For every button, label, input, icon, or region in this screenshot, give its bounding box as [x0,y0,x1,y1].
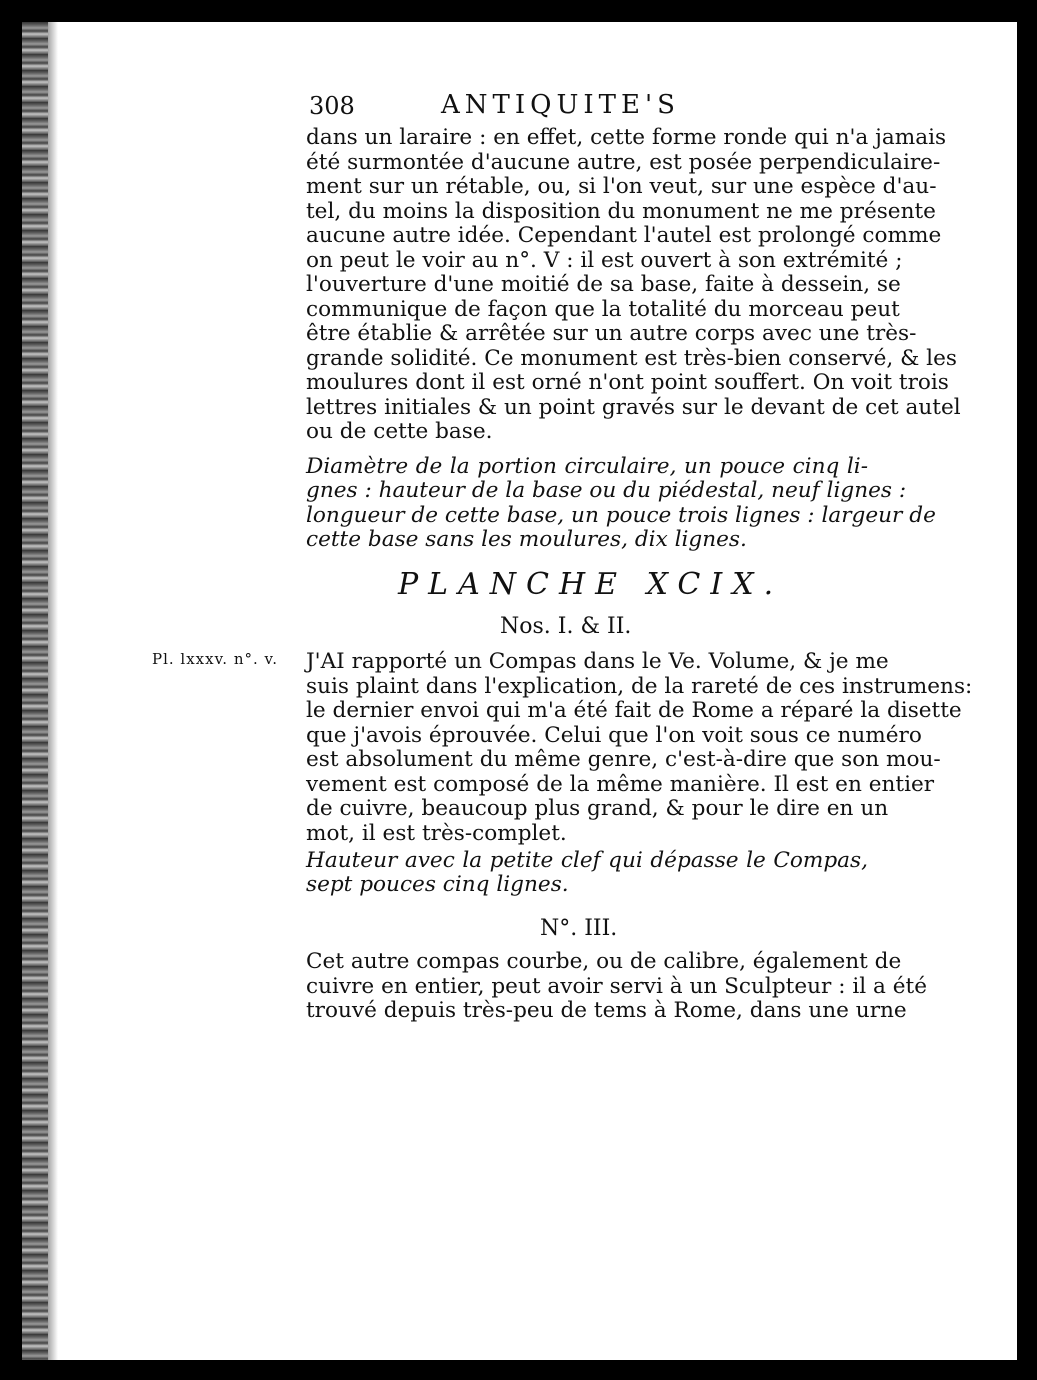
text-line: ou de cette base. [306,419,493,444]
text-line: communique de façon que la totalité du morceau peut [306,296,900,322]
dimensions-compass [306,849,868,898]
subheading-numbers-1-2: Nos. I. & II. [500,614,632,639]
text-line: grande solidité. Ce monument est très-bien conservé, & les [306,345,957,371]
text-line: trouvé depuis très-peu de tems à Rome, dans une urne [306,998,907,1023]
paragraph-curved-compass [306,949,927,1024]
text-line: été surmontée d'aucune autre, est posée perpendiculaire- [306,149,941,175]
subheading-number-3: N°. III. [540,916,618,941]
page-number: 308 [309,92,355,120]
text-line: aucune autre idée. Cependant l'autel est prolongé comme [306,223,942,248]
text-line: on peut le voir au n°. V : il est ouvert à son extrémité ; [306,247,903,273]
text-line: suis plaint dans l'explication, de la rareté de ces instrumens: [306,673,973,699]
text-line: que j'avois éprouvée. Celui que l'on voit sous ce numéro [306,722,922,748]
paragraph-altar-description [306,125,961,445]
text-line: Hauteur avec la petite clef qui dépasse le Compas, [306,848,868,873]
text-line: être établie & arrêtée sur un autre corps avec une très- [306,321,917,346]
text-line: est absolument du même genre, c'est-à-dire que son mou- [306,747,941,772]
text-line: cuivre en entier, peut avoir servi à un Sculpteur : il a été [306,973,927,999]
text-line: moulures dont il est orné n'ont point souffert. On voit trois [306,370,949,395]
text-line: l'ouverture d'une moitié de sa base, faite à dessein, se [306,272,901,297]
text-line: tel, du moins la disposition du monument ne me présente [306,198,936,224]
text-line: cette base sans les moulures, dix lignes. [306,526,747,552]
text-line: Cet autre compas courbe, ou de calibre, également de [306,949,902,974]
text-line: sept pouces cinq lignes. [306,872,569,898]
text-line: de cuivre, beaucoup plus grand, & pour le dire en un [306,796,889,821]
text-line: vement est composé de la même manière. Il est en entier [306,771,935,797]
text-line: lettres initiales & un point gravés sur le devant de cet autel [306,394,961,420]
dimensions-altar [306,454,936,552]
text-line: longueur de cette base, un pouce trois lignes : largeur de [306,502,936,528]
paragraph-compass [306,649,973,846]
scanned-spine-edge [22,22,48,1360]
text-line: gnes : hauteur de la base ou du piédestal, neuf lignes : [306,478,907,504]
text-line: dans un laraire : en effet, cette forme ronde qui n'a jamais [306,125,947,150]
text-line: J'AI rapporté un Compas dans le Ve. Volume, & je me [306,649,889,674]
plate-title: PLANCHE XCIX. [398,567,784,602]
text-line: mot, il est très-complet. [306,820,567,846]
running-title: ANTIQUITE'S [441,90,680,120]
text-line: ment sur un rétable, ou, si l'on veut, sur une espèce d'au- [306,174,937,199]
margin-note: Pl. lxxxv. n°. v. [152,650,278,668]
spine-shadow [48,22,58,1360]
text-line: Diamètre de la portion circulaire, un pouce cinq li- [306,454,868,479]
text-line: le dernier envoi qui m'a été fait de Rome a réparé la disette [306,698,962,723]
